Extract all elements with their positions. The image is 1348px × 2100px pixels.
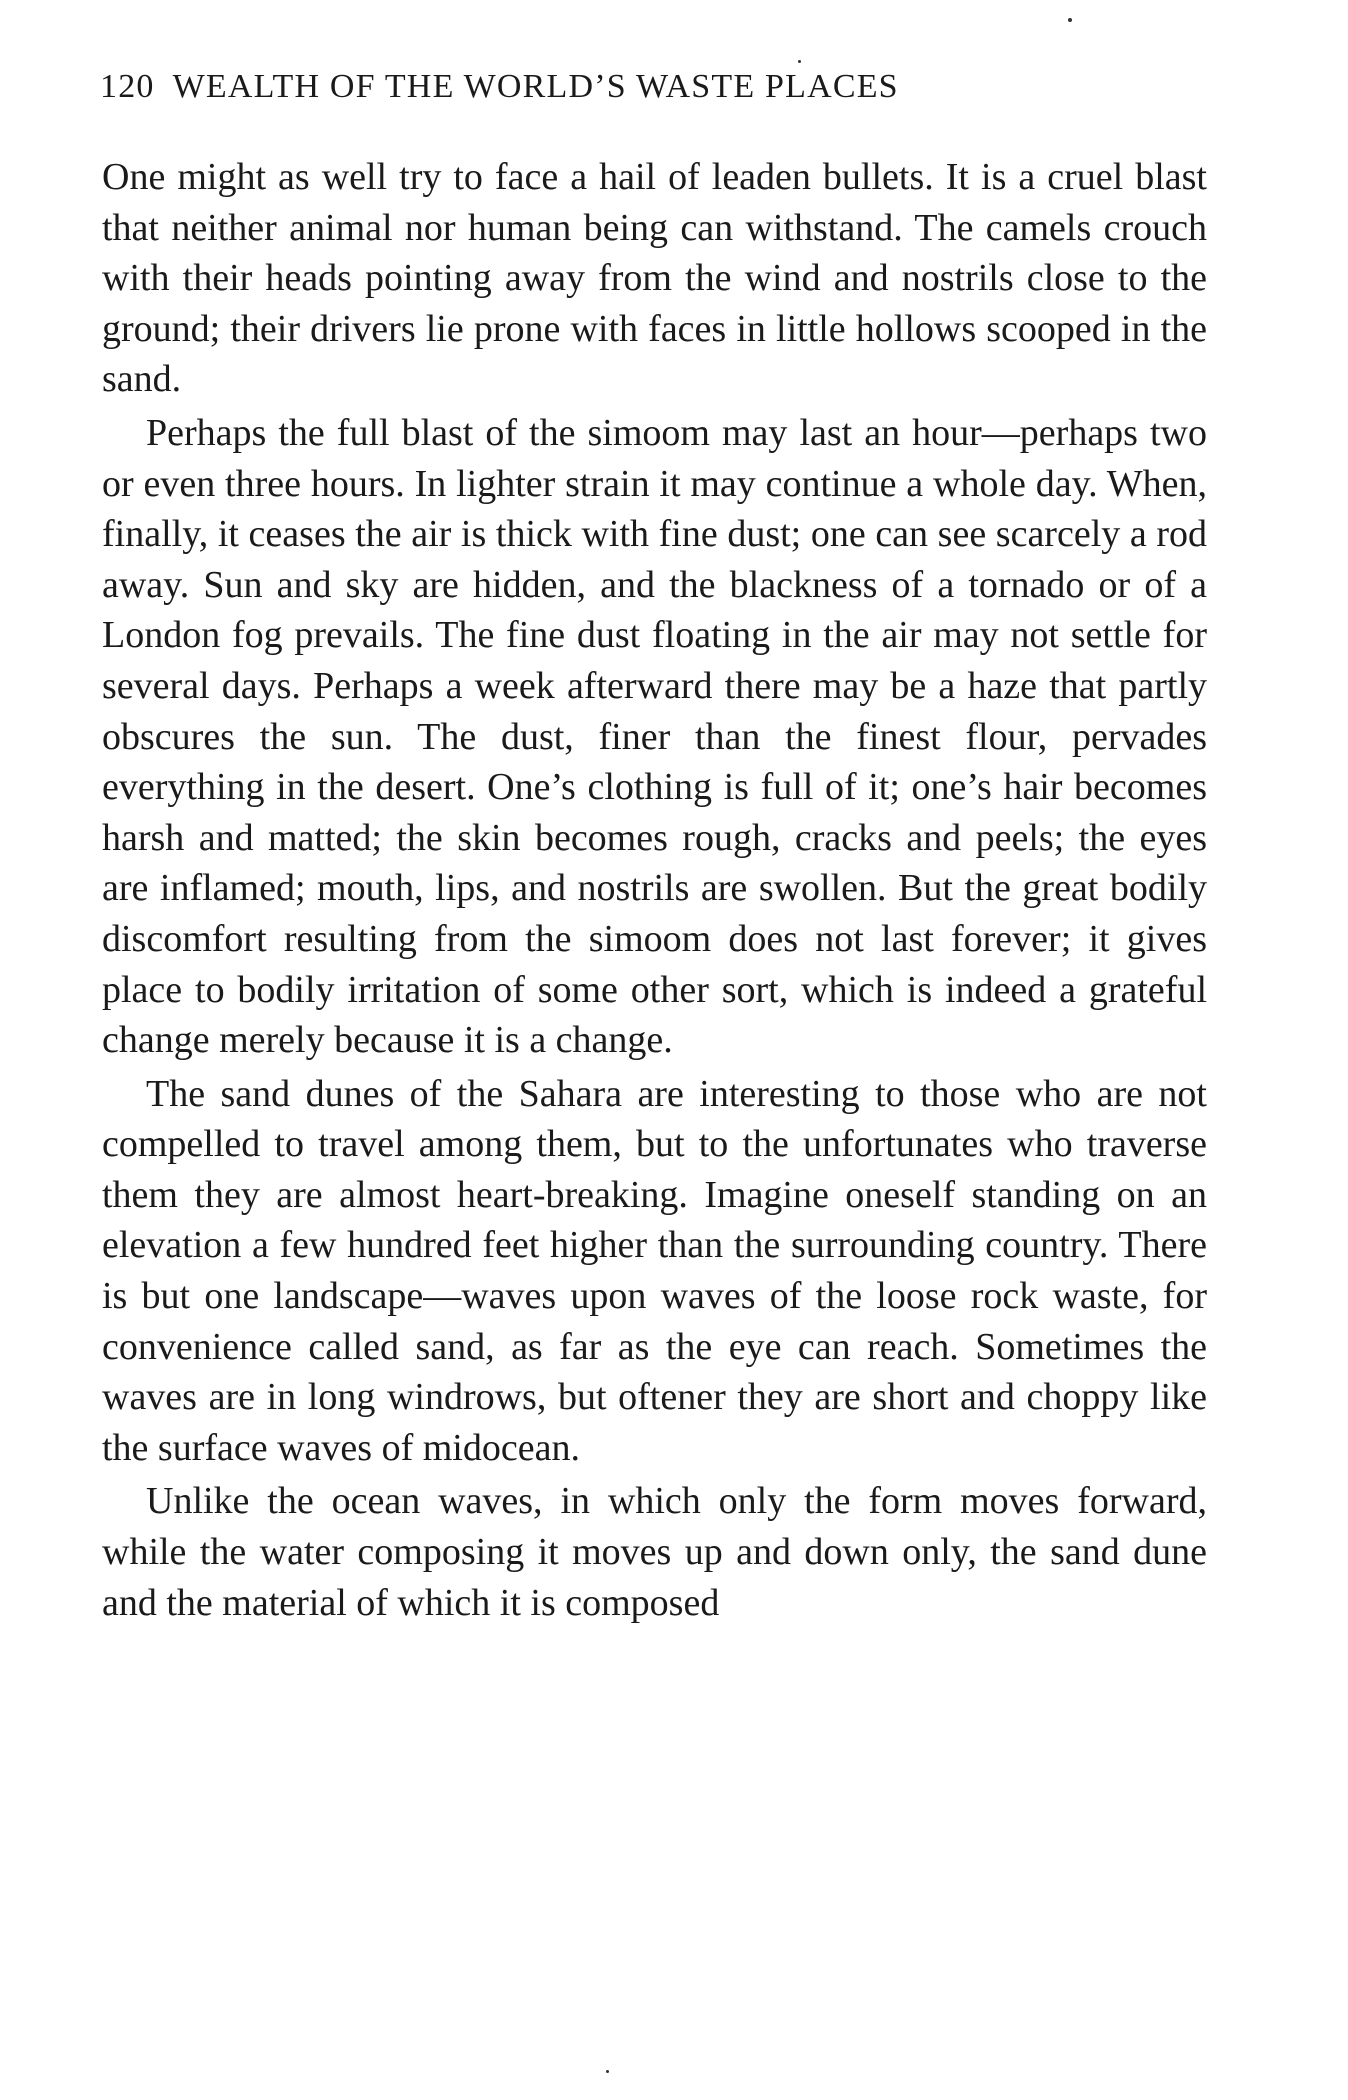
paragraph-3: The sand dunes of the Sahara are interesting to those who are not compelled to travel among them, but to the unfortunates who traverse them they are almost heart-breaking. Imagine oneself standing on an elevation a few hundred feet higher than the surrounding country. There is but one landscape—waves upon waves of the loose rock waste, for convenience called sand, as far as the eye can reach. Sometimes the waves are in long windrows, but oftener they are short and choppy like the surface waves of midocean.: [102, 1072, 1207, 1469]
running-title: WEALTH OF THE WORLD’S WASTE PLACES: [172, 68, 899, 105]
page-number: 120: [100, 68, 155, 105]
ink-speck: [606, 2070, 609, 2073]
ink-speck: [1068, 18, 1072, 22]
body-text: [102, 152, 1207, 1628]
paragraph-1: One might as well try to face a hail of leaden bullets. It is a cruel blast that neither animal nor human being can withstand. The camels crouch with their heads pointing away from the wind and nostrils close to the ground; their drivers lie prone with faces in little hollows scooped in the sand.: [102, 156, 1207, 401]
ink-speck: [798, 60, 801, 63]
running-head: [100, 70, 1210, 104]
paragraph-4: Unlike the ocean waves, in which only the form moves forward, while the water composing it moves up and down only, the sand dune and the material of which it is composed: [102, 1480, 1207, 1624]
paragraph-2: Perhaps the full blast of the simoom may last an hour—perhaps two or even three hours. In lighter strain it may continue a whole day. When, finally, it ceases the air is thick with fine dust; one can see scarcely a rod away. Sun and sky are hidden, and the blackness of a tornado or of a London fog prevails. The fine dust floating in the air may not settle for several days. Perhaps a week afterward there may be a haze that partly obscures the sun. The dust, finer than the finest flour, pervades everything in the desert. One’s clothing is full of it; one’s hair becomes harsh and matted; the skin becomes rough, cracks and peels; the eyes are inflamed; mouth, lips, and nostrils are swollen. But the great bodily discomfort resulting from the simoom does not last forever; it gives place to bodily irritation of some other sort, which is indeed a grateful change merely because it is a change.: [102, 411, 1207, 1062]
